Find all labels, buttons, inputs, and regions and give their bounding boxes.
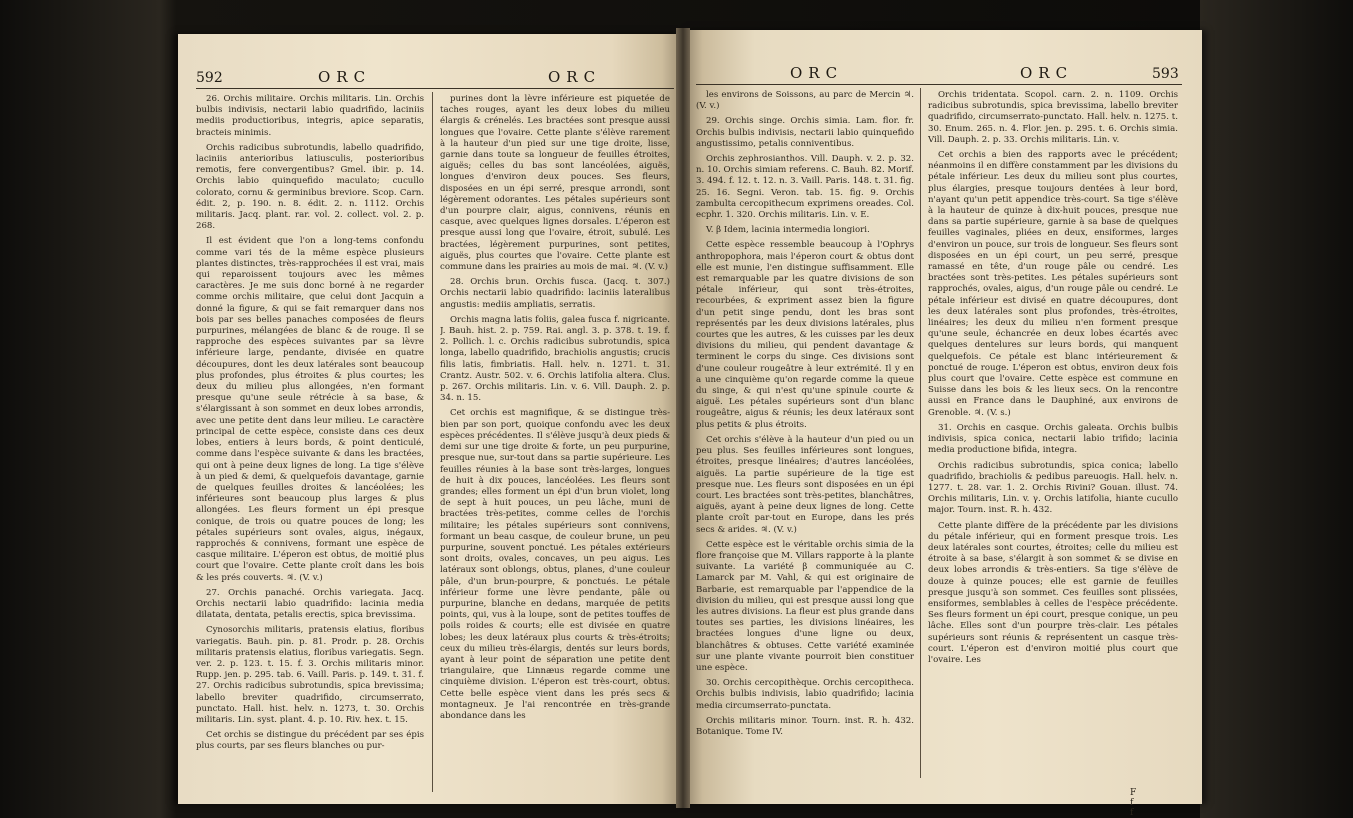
left-running-head-1: ORC [318,68,372,86]
paragraph: 29. Orchis singe. Orchis simia. Lam. flor. fr. Orchis bulbis indivisis, nectarii labio quinquefido angustissimo, petalis conniventibus. [696,116,914,149]
left-column-divider [432,92,433,792]
paragraph: Cynosorchis militaris, pratensis elatius, floribus variegatis. Bauh. pin. p. 81. Prodr. p. 28. Orchis militaris pratensis elatius, floribus variegatis. Segn. ver. 2. p. 123. t. 15. f. 3. Orchis militaris minor. Rupp. jen. p. 295. tab. 6. Vaill. Paris. p. 149. t. 31. f. 27. Orchis radicibus subrotundis, spica brevissima; labello breviter quadrifido, circumserrato, punctato. Hall. hist. helv. n. 1273, t. 30. Orchis militaris. Lin. syst. plant. 4. p. 10. Riv. hex. t. 15. [196,625,424,725]
paragraph: purines dont la lèvre inférieure est piquetée de taches rouges, ayant les deux lobes du milieu élargis & crénelés. Les bractées sont presque aussi longues que l'ovaire. Cette plante s'élève rarement à la hauteur d'un pied sur une tige droite, lisse, garnie dans toute sa longueur de feuilles étroites, aiguës; celles du bas sont lancéolées, aiguës, longues d'environ deux pouces. Ses fleurs, disposées en un épi serré, presque arrondi, sont légèrement odorantes. Les pétales supérieurs sont d'un pourpre clair, aigus, connivens, réunis en casque, avec quelques lignes dorsales. L'éperon est presque aussi long que l'ovaire, étroit, subulé. Les bractées, légèrement purpurines, sont petites, aiguës, plus courtes que l'ovaire. Cette plante est commune dans les prairies au mois de mai. ♃. (V. v.) [440,94,670,273]
left-page-number: 592 [196,70,223,86]
paragraph: V. β Idem, lacinia intermedia longiori. [706,225,870,236]
left-running-head-2: ORC [548,68,602,86]
paragraph: Cet orchis se distingue du précédent par ses épis plus courts, par ses fleurs blanches ou pur- [196,730,424,752]
right-running-head-2: ORC [1020,64,1074,82]
paragraph: Cette plante diffère de la précédente par les divisions du pétale inférieur, qui en forment presque trois. Les deux latérales sont courtes, étroites; celle du milieu est étroite à sa base, s'élargit à son sommet & se divise en deux lobes arrondis & très-entiers. Sa tige s'élève de douze à quinze pouces; elle est garnie de feuilles presque jusqu'à son sommet. Ces feuilles sont plissées, ensiformes, semblables à celles de l'espèce précédente. Ses fleurs forment un épi court, presque conique, un peu lâche. Elles sont d'un pourpre très-clair. Les pétales supérieurs sont réunis & représentent un casque très-court. L'éperon est d'environ moitié plus court que l'ovaire. Les [928,520,1178,665]
paragraph: Orchis radicibus subrotundis, spica conica; labello quadrifido, brachiolis & pedibus pareuogis. Hall. helv. n. 1277. t. 28. var. 1. 2. Orchis Rivini? Gouan. illust. 74. Orchis militaris, Lin. v. γ. Orchis latifolia, hiante cucullo major. Tourn. inst. R. h. 432. [928,460,1178,516]
right-head-rule [696,84,1182,85]
paragraph: 31. Orchis en casque. Orchis galeata. Orchis bulbis indivisis, spica conica, nectarii labio trifido; lacinia media productione bifida, integra. [928,422,1178,456]
paragraph: Orchis zephrosianthos. Vill. Dauph. v. 2. p. 32. n. 10. Orchis simiam referens. C. Bauh. 82. Morif. 3. 494. f. 12. t. 12. n. 3. Vaill. Paris. 148. t. 31. fig. 25. 16. Segni. Veron. tab. 15. fig. 9. Orchis zambulta cercopithecum exprimens oreades. Col. ecphr. 1. 320. Orchis militaris. Lin. v. E. [696,154,914,221]
paragraph: Orchis militaris minor. Tourn. inst. R. h. 432. Botanique. Tome IV. [696,715,914,737]
paragraph: 26. Orchis militaire. Orchis militaris. Lin. Orchis bulbis indivisis, nectarii labio quadrifido, laciniis mediis productioribus, integris, apice separatis, bracteis minimis. [196,94,424,138]
right-column-1 [696,90,914,790]
right-page-number: 593 [1152,66,1179,82]
paragraph: 27. Orchis panaché. Orchis variegata. Jacq. Orchis nectarii labio quadrifido: lacinia media dilatata, dentata, petalis erectis, spica brevissima. [196,587,424,621]
right-running-head-1: ORC [790,64,844,82]
paragraph: Cet orchis est magnifique, & se distingue très-bien par son port, quoique confondu avec les deux espèces précédentes. Il s'élève jusqu'à deux pieds & demi sur une tige droite & forte, un peu purpurine, presque nue, sur-tout dans sa partie supérieure. Les feuilles réunies à la base sont très-larges, longues de huit à dix pouces, lancéolées. Les fleurs sont grandes; elles forment un épi d'un brun violet, long de sept à huit pouces, un peu lâche, muni de bractées très-petites, comme celles de l'orchis militaire; les pétales supérieurs sont connivens, formant un beau casque, de couleur brune, un peu purpurine, souvent ponctué. Les pétales extérieurs sont droits, ovales, concaves, un peu aigus. Les latéraux sont oblongs, obtus, planes, d'une couleur pâle, d'un brun-pourpre, & ponctués. Le pétale inférieur forme une lèvre pendante, pâle ou purpurine, blanche en dedans, marquée de petits points, qui, vus à la loupe, sont de petites touffes de poils roides & courts; elle est divisée en quatre lobes; les deux latéraux plus courts & très-étroits; ceux du milieu très-élargis, dentés sur leurs bords, ayant à leur point de séparation une petite dent triangulaire, que Linnæus regarde comme une cinquième division. L'éperon est très-court, obtus. Cette belle espèce vient dans les prés secs & montagneux. Je l'ai rencontrée en très-grande abondance dans les [440,408,670,721]
right-column-2 [928,90,1178,780]
paragraph: les environs de Soissons, au parc de Mercin ♃. (V. v.) [696,90,914,112]
paragraph: Orchis tridentata. Scopol. carn. 2. n. 1109. Orchis radicibus subrotundis, spica brevissima, labello breviter quadrifido, circumserrato-punctato. Hall. helv. n. 1275. t. 30. Enum. 265. n. 4. Flor. jen. p. 295. t. 6. Orchis simia. Vill. Dauph. 2. p. 33. Orchis militaris. Lin. v. [928,90,1178,145]
paragraph: Cet orchis a bien des rapports avec le précédent; néanmoins il en diffère constamment par les divisions du pétale inférieur. Les deux du milieu sont plus courtes, plus élargies, presque toujours dentées à leur bord, n'ayant qu'un petit appendice très-court. Sa tige s'élève à la hauteur de quinze à dix-huit pouces, presque nue dans sa partie supérieure, garnie à sa base de quelques feuilles vaginales, pliées en deux, ensiformes, larges d'environ un pouce, sur trois de longueur. Ses fleurs sont disposées en un épi court, un peu serré, presque ramassé en tête, d'un rouge pâle ou cendré. Les bractées sont très-petites. Les pétales supérieurs sont rapprochés, ovales, aigus, d'un rouge pâle ou cendré. Le pétale inférieur est divisé en quatre découpures, dont les deux latérales sont plus profondes, très-étroites, linéaires; les deux du milieu n'en forment presque qu'une seule, échancrée en deux lobes écartés avec quelques dentelures sur leurs bords, qui manquent quelquefois. Ce pétale est blanc intérieurement & ponctué de rouge. L'éperon est obtus, environ deux fois plus court que l'ovaire. Cette espèce est commune en Suisse dans les bois & les lieux secs. On la rencontre aussi en France dans le Dauphiné, aux environs de Grenoble. ♃. (V. s.) [928,150,1178,418]
paragraph: 28. Orchis brun. Orchis fusca. (Jacq. t. 307.) Orchis nectarii labio quadrifido: laciniis lateralibus angustis: mediis ampliatis, serratis. [440,277,670,310]
left-column-2 [440,94,670,794]
paragraph: Il est évident que l'on a long-tems confondu comme vari tés de la même espèce plusieurs plantes distinctes, très-rapprochées il est vrai, mais qui reparoissent toujours avec les mêmes caractères. Je me suis donc borné à ne regarder comme orchis militaire, que celui dont Jacquin a donné la figure, & qui se fait remarquer dans nos bois par ses belles panaches composées de fleurs purpurines, mélangées de blanc & de rouge. Il se rapproche des espèces suivantes par sa lèvre inférieure large, pendante, divisée en quatre découpures, dont les deux latérales sont beaucoup plus profondes, plus étroites & plus courtes; les deux du milieu plus allongées, n'en formant presque qu'une seule rétrécie à sa base, & s'élargissant à son sommet en deux lobes arrondis, avec une petite dent dans leur milieu. Le caractère principal de cette espèce, consiste dans ces deux lobes, entiers à leurs bords, & point denticulé, comme dans l'espèce suivante & dans les bractées, qui ont à peine deux lignes de long. La tige s'élève à un pied & demi, & quelquefois davantage, garnie de quelques feuilles droites & lancéolées; les inférieures sont beaucoup plus larges & plus allongées. Les fleurs forment un épi presque conique, de trois ou quatre pouces de long; les pétales supérieurs sont ovales, aigus, inégaux, rapprochés & connivens, formant une espèce de casque militaire. L'éperon est obtus, de moitié plus court que l'ovaire. Cette plante croît dans les bois & les prés couverts. ♃. (V. v.) [196,236,424,583]
signature-mark: F f f [1130,788,1137,818]
paragraph: Orchis magna latis foliis, galea fusca f. nigricante. J. Bauh. hist. 2. p. 759. Rai. angl. 3. p. 378. t. 19. f. 2. Pollich. l. c. Orchis radicibus subrotundis, spica longa, labello quadrifido, brachiolis angustis; crucis filis latis, fimbriatis. Hall. helv. n. 1271. t. 31. Crantz. Austr. 502. v. 6. Orchis latifolia altera. Clus. p. 267. Orchis militaris. Lin. v. 6. Vill. Dauph. 2. p. 34. n. 15. [440,314,670,404]
left-column-1 [196,94,424,794]
paragraph: Cet orchis s'élève à la hauteur d'un pied ou un peu plus. Ses feuilles inférieures sont longues, étroites, presque linéaires; d'autres lancéolées, aiguës. La partie supérieure de la tige est presque nue. Les fleurs sont disposées en un épi court. Les bractées sont très-petites, blanchâtres, aiguës, ayant à peine deux lignes de long. Cette plante croît par-tout en Europe, dans les prés secs & arides. ♃. (V. v.) [696,434,914,535]
paragraph: 30. Orchis cercopithèque. Orchis cercopitheca. Orchis bulbis indivisis, labio quadrifido; lacinia media circumserrato-punctata. [696,678,914,711]
right-column-divider [920,88,921,778]
paragraph: Orchis radicibus subrotundis, labello quadrifido, laciniis anterioribus latiusculis, posterioribus remotis, fere convergentibus? Gmel. ibir. p. 14. Orchis labio quinquefido maculato; cucullo colorato, cornu & germinibus breviore. Scop. Carn. édit. 2, p. 190. n. 8. édit. 2. n. 1112. Orchis militaris. Jacq. plant. rar. vol. 2. collect. vol. 2. p. 268. [196,142,424,232]
book-gutter [676,28,690,808]
left-head-rule [196,88,674,89]
paragraph: Cette espèce est le véritable orchis simia de la flore françoise que M. Villars rapporte à la plante suivante. La variété β communiquée au C. Lamarck par M. Vahl, & qui est originaire de Barbarie, est remarquable par l'appendice de la division du milieu, qui est presque aussi long que les autres divisions. La fleur est plus grande dans toutes ses parties, les divisions linéaires, les bractées longues d'une ligne ou deux, blanchâtres & obtuses. Cette variété examinée sur une plante vivante pourroit bien constituer une espèce. [696,539,914,673]
paragraph: Cette espèce ressemble beaucoup à l'Ophrys anthropophora, mais l'éperon court & obtus dont elle est munie, l'en distingue suffisamment. Elle est remarquable par les quatre divisions de son pétale inférieur, qui sont très-étroites, recourbées, & expriment assez bien la figure d'un petit singe pendu, dont les bras sont représentés par les deux divisions latérales, plus courtes que les autres, & les cuisses par les deux divisions du milieu, qui pendent davantage & terminent le corps du singe. Ces divisions sont d'une couleur rougeâtre à leur extrémité. Il y en a une cinquième qu'on regarde comme la queue du singe, & qui n'est qu'une spinule courte & aiguë. Les pétales supérieurs sont d'un blanc rougeâtre, aigus & réunis; les deux latéraux sont plus petits & plus étroits. [696,240,914,430]
